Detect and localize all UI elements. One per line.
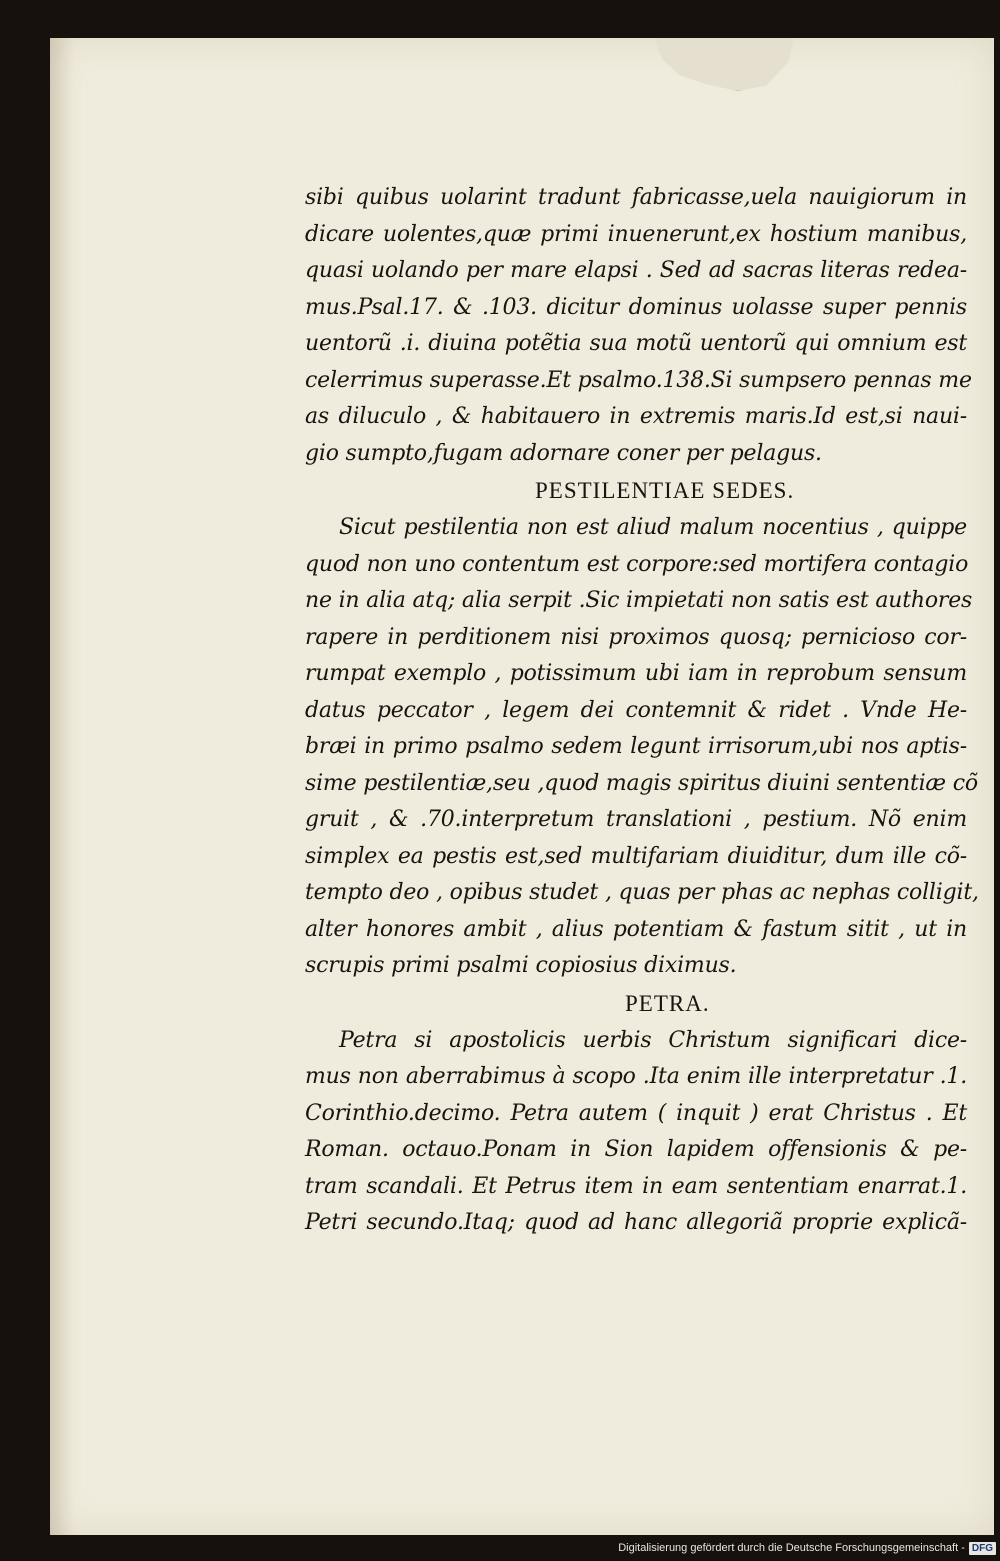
text-line: Roman. octauo.Ponam in Sion lapidem offensionis & pe- [305, 1137, 967, 1162]
text-line: Sicut pestilentia non est aliud malum nocentius , quippe [339, 515, 967, 540]
text-line: tram scandali. Et Petrus item in eam sententiam enarrat.1. [305, 1173, 967, 1199]
text-line: sibi quibus uolarint tradunt fabricasse,uela nauigiorum in [305, 185, 967, 210]
text-line: rumpat exemplo , potissimum ubi iam in reprobum sensum [305, 661, 967, 686]
section-heading-pestilentiae: PESTILENTIAE SEDES. [535, 478, 795, 503]
text-line: Petra si apostolicis uerbis Christum significari dice- [339, 1027, 967, 1053]
dfg-logo: DFG [969, 1542, 996, 1555]
text-line: tempto deo , opibus studet , quas per phas ac nephas colligit, [305, 880, 979, 905]
paper-repair-strip [654, 38, 794, 91]
text-line: quod non uno contentum est corpore:sed mortifera contagio [305, 551, 969, 577]
book-page [50, 38, 994, 1535]
text-line: dicare uolentes,quæ primi inuenerunt,ex hostium manibus, [305, 221, 967, 247]
footer-credit-text: Digitalisierung gefördert durch die Deutsche Forschungsgemeinschaft - [618, 1542, 965, 1554]
text-line: Corinthio.decimo. Petra autem ( inquit ) erat Christus . Et [305, 1100, 967, 1126]
text-line: rapere in perditionem nisi proximos quosq; pernicioso cor- [305, 624, 967, 650]
text-line: celerrimus superasse.Et psalmo.138.Si sumpsero pennas me [305, 367, 972, 393]
text-line: mus non aberrabimus à scopo .Ita enim ille interpretatur .1. [305, 1064, 967, 1089]
page-text [305, 180, 979, 1242]
text-line: alter honores ambit , alius potentiam & fastum sitit , ut in [305, 916, 967, 942]
text-line: ne in alia atq; alia serpit .Sic impietati non satis est authores [305, 588, 973, 613]
text-line: scrupis primi psalmi copiosius diximus. [305, 953, 737, 978]
text-line: sime pestilentiæ,seu ,quod magis spiritus diuini sententiæ cõ [305, 770, 978, 796]
text-line: uentorũ .i. diuina potẽtia sua motũ uentorũ qui omnium est [305, 331, 967, 356]
page-gutter-shadow [50, 38, 74, 1535]
text-line: mus.Psal.17. & .103. dicitur dominus uolasse super pennis [305, 294, 967, 320]
text-line: gruit , & .70.interpretum translationi , pestium. Nõ enim [305, 807, 967, 832]
text-line: simplex ea pestis est,sed multifariam diuiditur, dum ille cõ- [305, 843, 967, 869]
text-line: bræi in primo psalmo sedem legunt irrisorum,ubi nos aptis- [305, 734, 967, 759]
section-heading-petra: PETRA. [625, 990, 710, 1016]
text-line: as diluculo , & habitauero in extremis maris.Id est,si naui- [305, 404, 967, 429]
text-line: quasi uolando per mare elapsi . Sed ad sacras literas redea- [305, 258, 967, 283]
text-line: gio sumpto,fugam adornare coner per pelagus. [305, 440, 822, 466]
digitization-footer [0, 1535, 1000, 1561]
text-line: Petri secundo.Itaq; quod ad hanc allegoriã proprie explicã- [305, 1210, 967, 1235]
text-line: datus peccator , legem dei contemnit & ridet . Vnde He- [305, 697, 967, 723]
